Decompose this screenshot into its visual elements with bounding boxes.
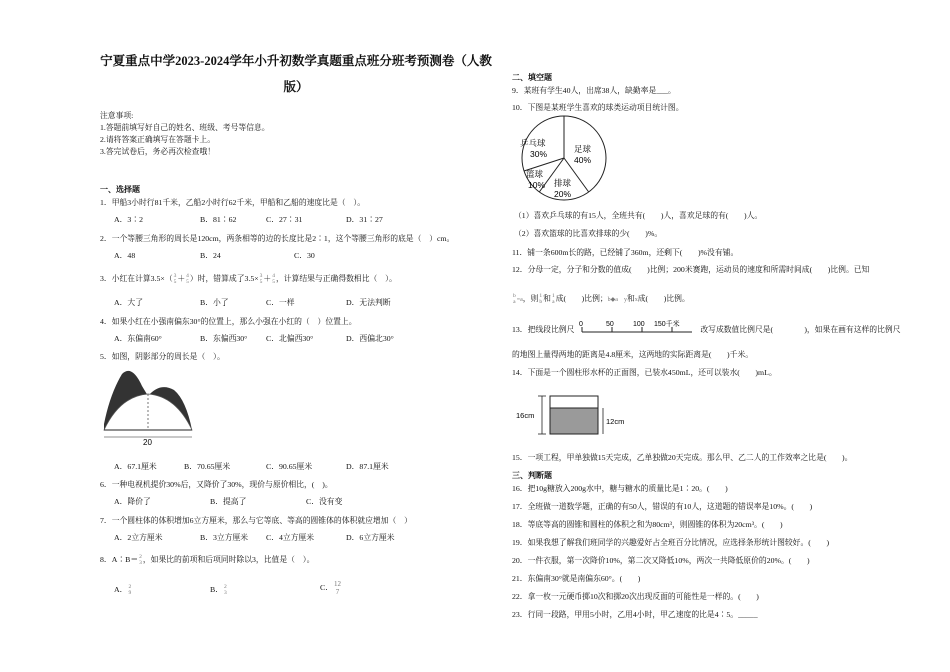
notes-heading: 注意事项: [100, 111, 134, 120]
q19-text: 19．如果我想了解我们班同学的兴趣爱好占全班百分比情况，应选择条形统计图较好。( ) [512, 538, 830, 547]
note-2: 2.请将答案正确填写在答题卡上。 [100, 135, 216, 144]
q10-sub-1: （1）喜欢乒乓球的有15人，全班共有( )人，喜欢足球的有( )人。 [514, 211, 763, 220]
q3-fraction-4: 4 5 [272, 273, 275, 286]
q2-text: 2．一个等腰三角形的周长是120cm，两条相等的边的长度比是2∶1，这个等腰三角形的底是（ ）cm。 [100, 234, 455, 243]
q9-text: 9．某班有学生40人，出席38人，缺勤率是___。 [512, 86, 676, 95]
q5-option-c: C．90.65厘米 [266, 462, 313, 471]
q4-option-a: A．东偏南60° [114, 334, 162, 343]
note-1: 1.答题前填写好自己的姓名、班级、考号等信息。 [100, 123, 270, 132]
q4-text: 4．如果小红在小强南偏东30°的位置上，那么小强在小红的（ ）位置上。 [100, 317, 357, 326]
q11-text: 11．铺一条600m长的路，已经铺了360m，还剩下( )%没有铺。 [512, 248, 739, 257]
q12-text: 12．分母一定，分子和分数的值成( )比例；200米赛跑，运动员的速度和所需时间成( )比例。已知 [512, 265, 870, 274]
section-judge-heading: 三、判断题 [512, 471, 552, 480]
title-line-1: 宁夏重点中学2023-2024学年小升初数学真题重点班分班考预测卷（人教 [100, 54, 492, 68]
q22-text: 22．拿一枚一元硬币掷10次和掷20次出现反面的可能性是一样的。( ) [512, 592, 759, 601]
cup-empty-part [550, 396, 598, 408]
pie-value-football: 40% [574, 155, 592, 165]
q3-part-e: ，计算结果与正确得数相比（ ）。 [275, 274, 397, 283]
q14-text: 14．下面是一个圆柱形水杯的正面图，已装水450mL，还可以装水( )mL。 [512, 368, 777, 377]
q3-fraction-1: 3 5 [173, 273, 177, 286]
q4-option-c: C．北偏西30° [266, 334, 314, 343]
q7-option-d: D．6立方厘米 [346, 533, 395, 542]
q3-part-d: ＋ [263, 274, 272, 283]
q3-fraction-2: 4 5 [186, 273, 189, 286]
q3-option-a: A．大了 [114, 298, 144, 307]
pie-label-football: 足球 [574, 144, 592, 154]
q23-text: 23．行同一段路，甲用5小时，乙用4小时，甲乙速度的比是4∶5。_____ [512, 610, 758, 619]
q13-text [512, 324, 901, 335]
q3-option-d: D．无法判断 [346, 298, 391, 307]
q17-text: 17．全班做一道数学题，正确的有50人，错误的有10人，这道题的错误率是10%。( ) [512, 502, 813, 511]
q8-option-c: C． 12 7 [320, 580, 341, 596]
scale-label-150: 150千米 [654, 321, 680, 328]
q18-text: 18．等底等高的圆锥和圆柱的体积之和为80cm³，则圆锥的体积为20cm³。( ) [512, 520, 783, 529]
q3-part-c: ）时，错算成了3.5× [189, 274, 259, 283]
q4-option-d: D．西偏北30° [346, 334, 394, 343]
pie-value-pingpong: 30% [530, 149, 548, 159]
q13-part-b: 改写成数值比例尺是( )，如果在画有这样的比例尺 [700, 325, 901, 334]
q1-option-d: D．31∶27 [346, 215, 383, 224]
q13-line-scale [572, 318, 698, 336]
q3-fraction-3: 3 5 [259, 273, 263, 286]
q1-option-a: A．3∶2 [114, 215, 144, 224]
q10-pie-chart [516, 114, 612, 202]
section-fill-heading: 二、填空题 [512, 73, 552, 82]
q3-part-b: ＋ [177, 274, 186, 283]
q7-option-c: C．4立方厘米 [266, 533, 315, 542]
title-line-2: 版） [283, 80, 309, 94]
q5-option-a: A．67.1厘米 [114, 462, 157, 471]
q8-option-b: B． 2 3 [210, 584, 227, 597]
q13-text-2: 的地图上量得两地的距离是4.8厘米，这两地的实际距离是( )千米。 [512, 350, 754, 359]
section-choice-heading: 一、选择题 [100, 185, 140, 194]
pie-value-volleyball: 20% [554, 189, 572, 199]
q1-text: 1．甲船3小时行81千米，乙船2小时行62千米，甲船和乙船的速度比是（ ）。 [100, 198, 366, 207]
water-height-label: 12cm [606, 417, 625, 426]
q8-text [100, 554, 314, 566]
scale-label-50: 50 [606, 321, 614, 328]
q3-option-b: B．小了 [200, 298, 229, 307]
q4-option-b: B．东偏西30° [200, 334, 248, 343]
q6-option-c: C．没有变 [306, 497, 343, 506]
q12-text-2: b a =a，则 1 b 和 1 a 成( )比例；b◆a y和x成( )比例。 [513, 293, 690, 306]
q6-option-b: B．提高了 [210, 497, 247, 506]
q7-option-b: B．3立方厘米 [200, 533, 249, 542]
q3-part-a: 3．小红在计算3.5×（ [100, 274, 173, 283]
q8-fraction: 2 3 [139, 554, 142, 567]
q12-given-fraction: b a [513, 293, 516, 306]
q2-option-a: A．48 [114, 251, 136, 260]
q10-text: 10．下图是某班学生喜欢的球类运动项目统计图。 [512, 103, 684, 112]
q5-figure [100, 364, 200, 446]
q5-dimension-label: 20 [143, 438, 152, 446]
q8-part-a: 8．A∶B＝ [100, 555, 139, 564]
q6-option-a: A．降价了 [114, 497, 151, 506]
q3-text [100, 273, 397, 285]
q8-part-b: ，如果比的前项和后项同时除以3，比值是（ ）。 [142, 555, 315, 564]
q10-sub-2: （2）喜欢篮球的比喜欢排球的少( )%。 [514, 229, 663, 238]
q1-option-b: B．81∶62 [200, 215, 237, 224]
q21-text: 21．东偏南30°就是南偏东60°。( ) [512, 574, 641, 583]
page-title [100, 48, 492, 100]
pie-label-volleyball: 排球 [554, 178, 572, 188]
q7-option-a: A．2立方厘米 [114, 533, 163, 542]
q2-option-b: B．24 [200, 251, 221, 260]
q13-part-a: 13．把线段比例尺 [512, 325, 575, 334]
pie-label-pingpong: 乒乓球 [520, 138, 546, 148]
q2-option-c: C．30 [294, 251, 315, 260]
q5-option-b: B．70.65厘米 [184, 462, 231, 471]
q8-option-a: A． 2 9 [114, 584, 132, 597]
scale-label-0: 0 [579, 321, 583, 328]
q5-option-d: D．87.1厘米 [346, 462, 389, 471]
cup-water [550, 408, 598, 434]
q14-cup-figure [512, 384, 632, 440]
q1-option-c: C．27∶31 [266, 215, 303, 224]
pie-label-basketball: 篮球 [526, 169, 544, 179]
q15-text: 15．一项工程，甲单独做15天完成，乙单独做20天完成。那么甲、乙二人的工作效率之比是( )。 [512, 453, 853, 462]
q16-text: 16．把10g糖放入200g水中，糖与糖水的质量比是1∶20。( ) [512, 484, 728, 493]
pie-value-basketball: 10% [528, 180, 546, 190]
note-3: 3.答完试卷后，务必再次检查哦！ [100, 147, 216, 156]
cup-height-label: 16cm [516, 411, 535, 420]
q5-text: 5．如图，阴影部分的周长是（ ）。 [100, 352, 225, 361]
q6-text: 6．一种电视机提价30%后，又降价了30%，现价与原价相比，( )。 [100, 480, 333, 489]
scale-label-100: 100 [633, 321, 645, 328]
q7-text: 7．一个圆柱体的体积增加6立方厘米，那么与它等底、等高的圆锥体的体积就应增加（ ） [100, 516, 412, 525]
q3-option-c: C．一样 [266, 298, 295, 307]
q20-text: 20．一件衣服，第一次降价10%，第二次又降低10%，两次一共降低原价的20%。( ) [512, 556, 810, 565]
